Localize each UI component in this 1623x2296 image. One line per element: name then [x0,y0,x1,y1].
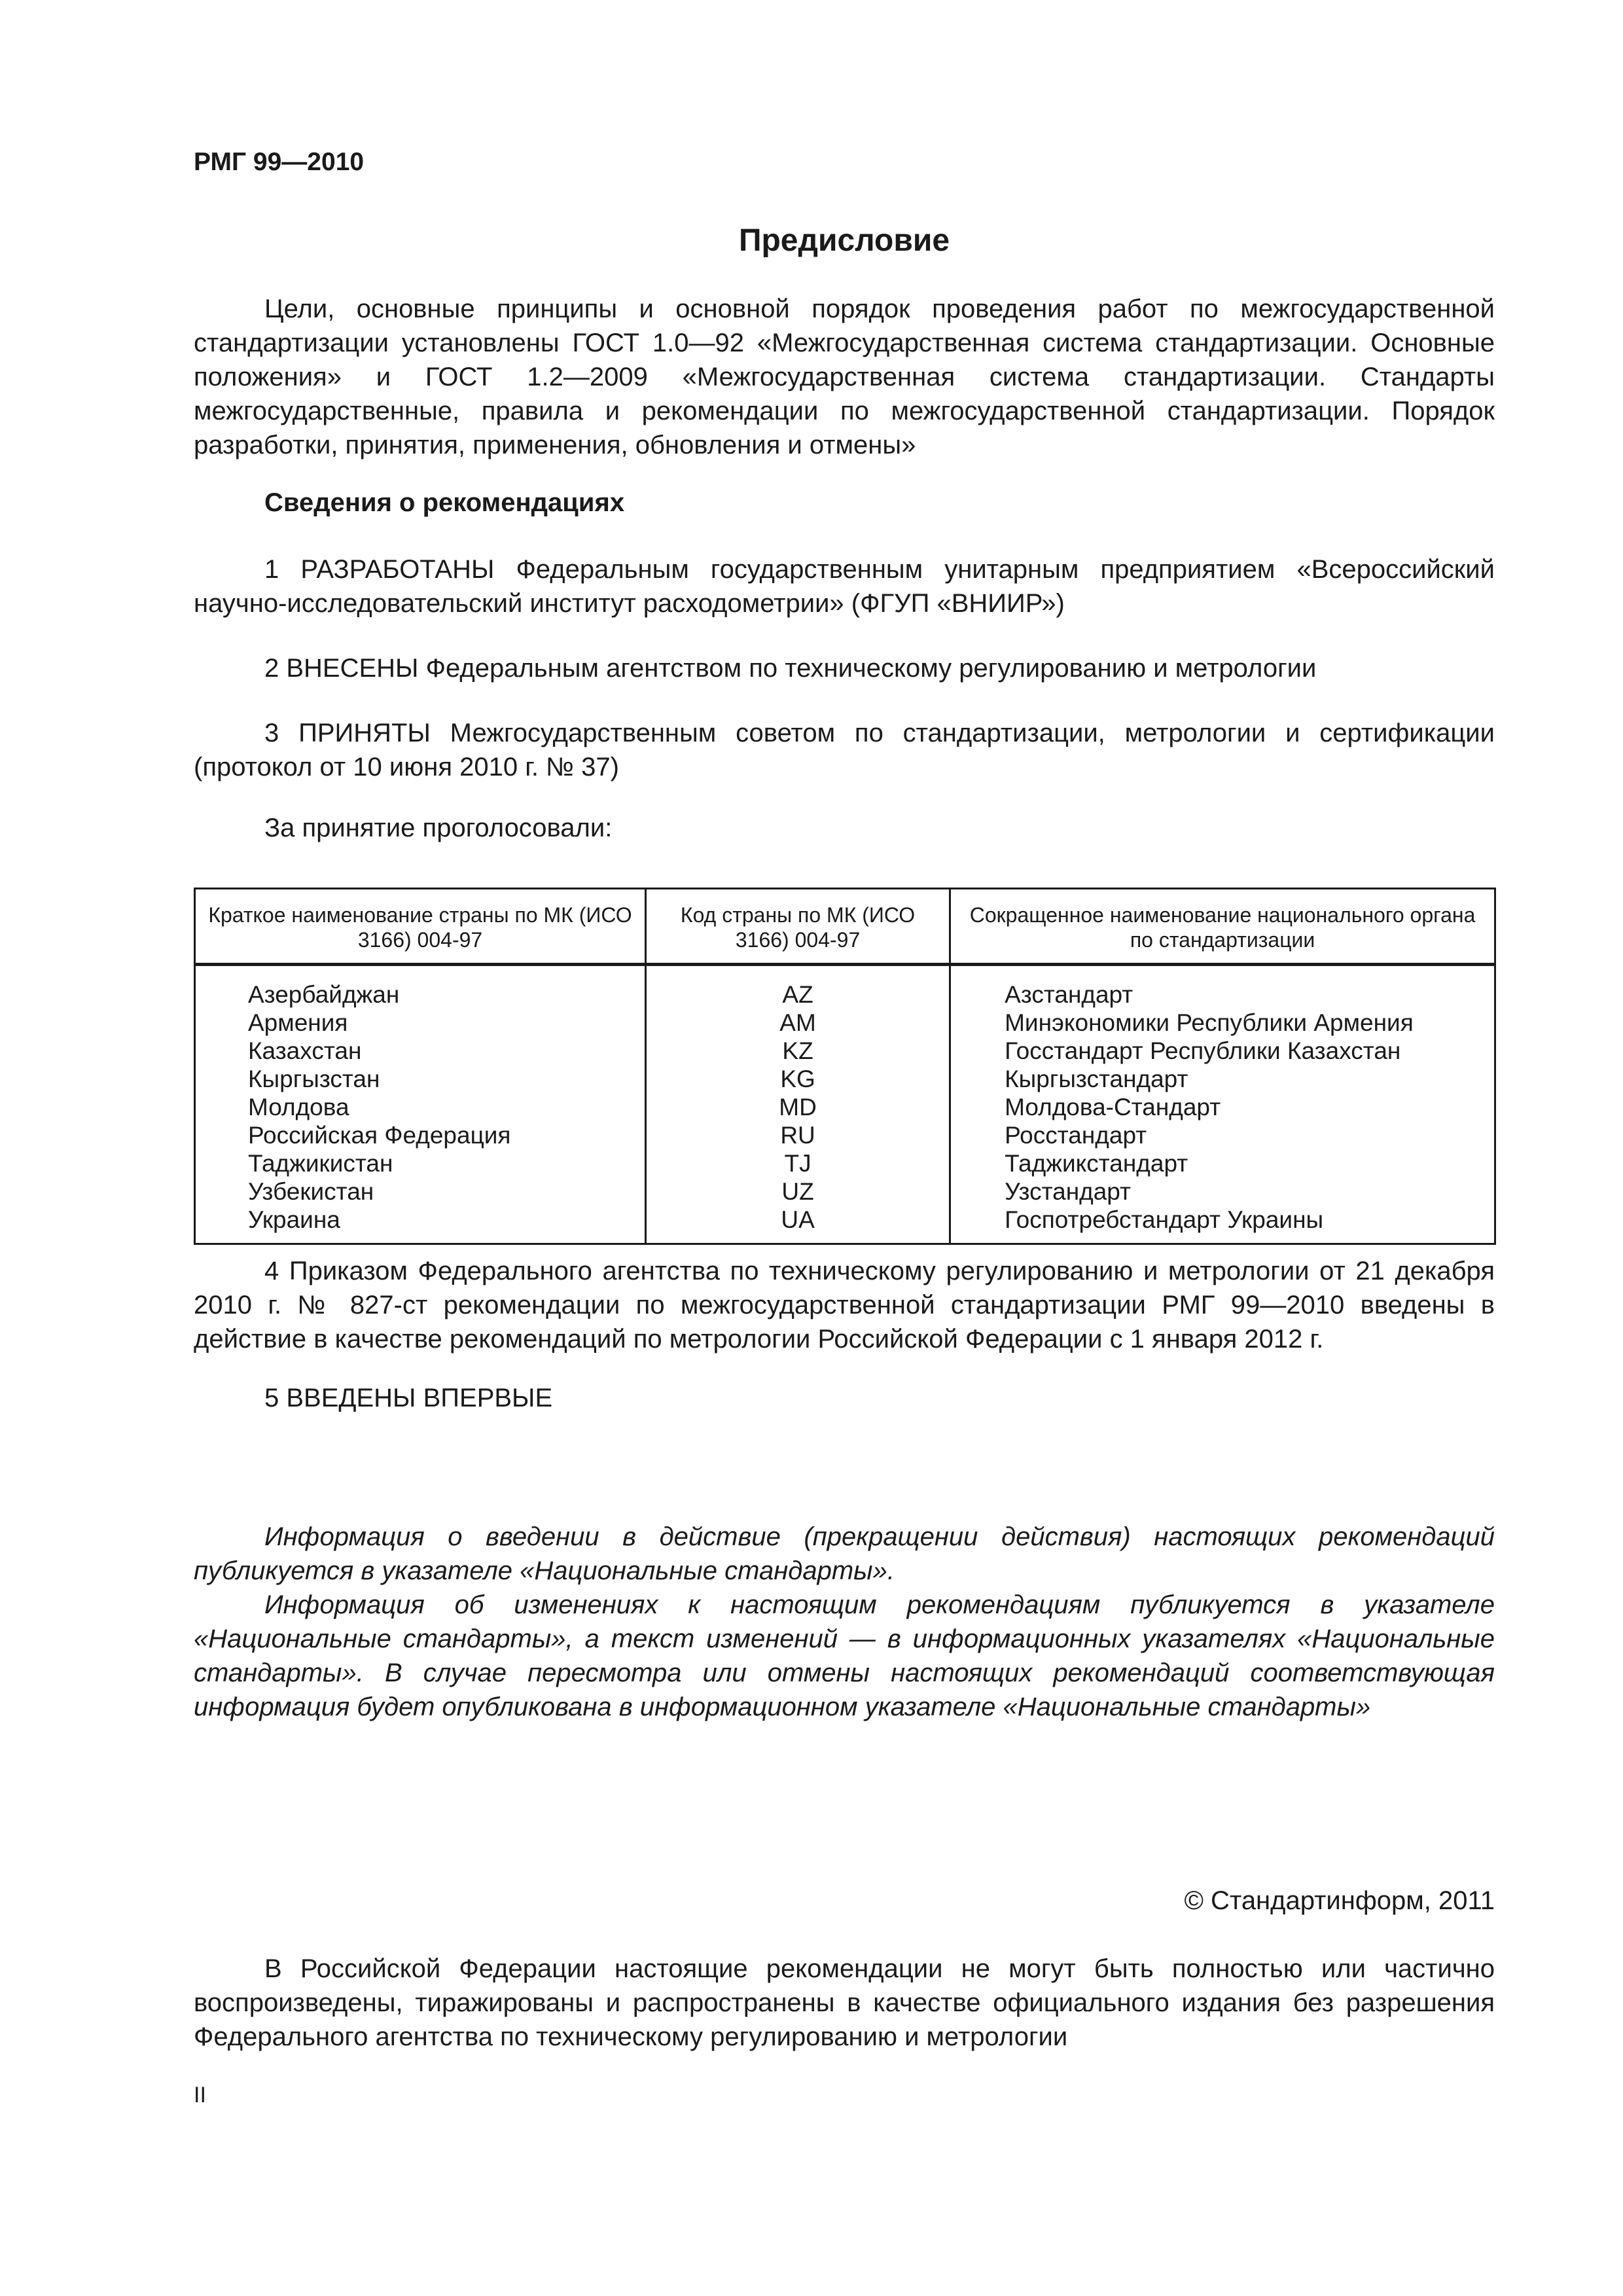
table-row [195,1093,1495,1121]
table-row [195,1037,1495,1065]
document-code: РМГ 99—2010 [194,148,365,176]
table-row [195,1177,1495,1206]
agency-name: Узстандарт [950,1177,1495,1206]
country-code: KZ [646,1037,950,1065]
voted-label: За принятие проголосовали: [264,814,613,842]
country-code: RU [646,1121,950,1149]
item-3: 3 ПРИНЯТЫ Межгосударственным советом по стандартизации, метрологии и сертификации (протокол от 10 июня 2010 г. № 37) [194,719,1495,781]
section-heading: Сведения о рекомендациях [264,488,625,517]
item-5: 5 ВВЕДЕНЫ ВПЕРВЫЕ [264,1384,553,1412]
country-name: Азербайджан [195,965,646,1009]
table-row [195,1121,1495,1149]
agency-name: Минэкономики Республики Армения [950,1009,1495,1037]
country-name: Таджикистан [195,1149,646,1177]
agency-name: Молдова-Стандарт [950,1093,1495,1121]
country-code: TJ [646,1149,950,1177]
country-name: Молдова [195,1093,646,1121]
countries-table [194,888,1496,1245]
page-title: Предисловие [738,223,950,258]
table-row [195,1206,1495,1244]
country-name: Украина [195,1206,646,1244]
country-code: AZ [646,965,950,1009]
agency-name: Росстандарт [950,1121,1495,1149]
country-name: Армения [195,1009,646,1037]
intro-paragraph: Цели, основные принципы и основной порядок проведения работ по межгосударственной стандартизации установлены ГОСТ 1.0—92 «Межгосударственная система стандартизации. Основные положения» и ГОСТ 1.2—2009 «Межгосударственная система стандартизации. Стандарты межгосударственные, правила и рекомендации по межгосударственной стандартизации. Порядок разработки, принятия, применения, обновления и отмены» [194,295,1495,459]
agency-name: Кыргызстандарт [950,1065,1495,1093]
table-row [195,1065,1495,1093]
agency-name: Таджикстандарт [950,1149,1495,1177]
country-code: KG [646,1065,950,1093]
agency-name: Азстандарт [950,965,1495,1009]
item-2: 2 ВНЕСЕНЫ Федеральным агентством по техническому регулированию и метрологии [264,654,1317,683]
country-code: UZ [646,1177,950,1206]
country-name: Российская Федерация [195,1121,646,1149]
page-number: II [194,2083,206,2108]
country-code: MD [646,1093,950,1121]
table-row [195,965,1495,1009]
table-header-row [195,889,1495,965]
note-introduction: Информация о введении в действие (прекращении действия) настоящих рекомендаций публикуется в указателе «Национальные стандарты». [194,1522,1495,1585]
rights-notice: В Российской Федерации настоящие рекомендации не могут быть полностью или частично воспроизведены, тиражированы и распространены в качестве официального издания без разрешения Федерального агентства по техническому регулированию и метрологии [194,1954,1495,2051]
col-header-agency: Сокращенное наименование национального органа по стандартизации [950,889,1495,965]
col-header-code: Код страны по МК (ИСО 3166) 004-97 [646,889,950,965]
agency-name: Госстандарт Республики Казахстан [950,1037,1495,1065]
country-name: Кыргызстан [195,1065,646,1093]
country-code: AM [646,1009,950,1037]
country-name: Узбекистан [195,1177,646,1206]
item-1: 1 РАЗРАБОТАНЫ Федеральным государственным унитарным предприятием «Всероссийский научно-исследовательский институт расходометрии» (ФГУП «ВНИИР») [194,555,1495,618]
table-row [195,1149,1495,1177]
table-row [195,1009,1495,1037]
country-name: Казахстан [195,1037,646,1065]
col-header-country: Краткое наименование страны по МК (ИСО 3166) 004-97 [195,889,646,965]
copyright-notice: © Стандартинформ, 2011 [1184,1886,1495,1915]
agency-name: Госпотребстандарт Украины [950,1206,1495,1244]
note-changes: Информация об изменениях к настоящим рекомендациям публикуется в указателе «Национальные стандарты», а текст изменений — в информационных указателях «Национальные стандарты». В случае пересмотра или отмены настоящих рекомендаций соответствующая информация будет опубликована в информационном указателе «Национальные стандарты» [194,1590,1495,1721]
country-code: UA [646,1206,950,1244]
item-4: 4 Приказом Федерального агентства по техническому регулированию и метрологии от 21 декабря 2010 г. № 827-ст рекомендации по межгосударственной стандартизации РМГ 99—2010 введены в действие в качестве рекомендаций по метрологии Российской Федерации с 1 января 2012 г. [194,1257,1495,1354]
